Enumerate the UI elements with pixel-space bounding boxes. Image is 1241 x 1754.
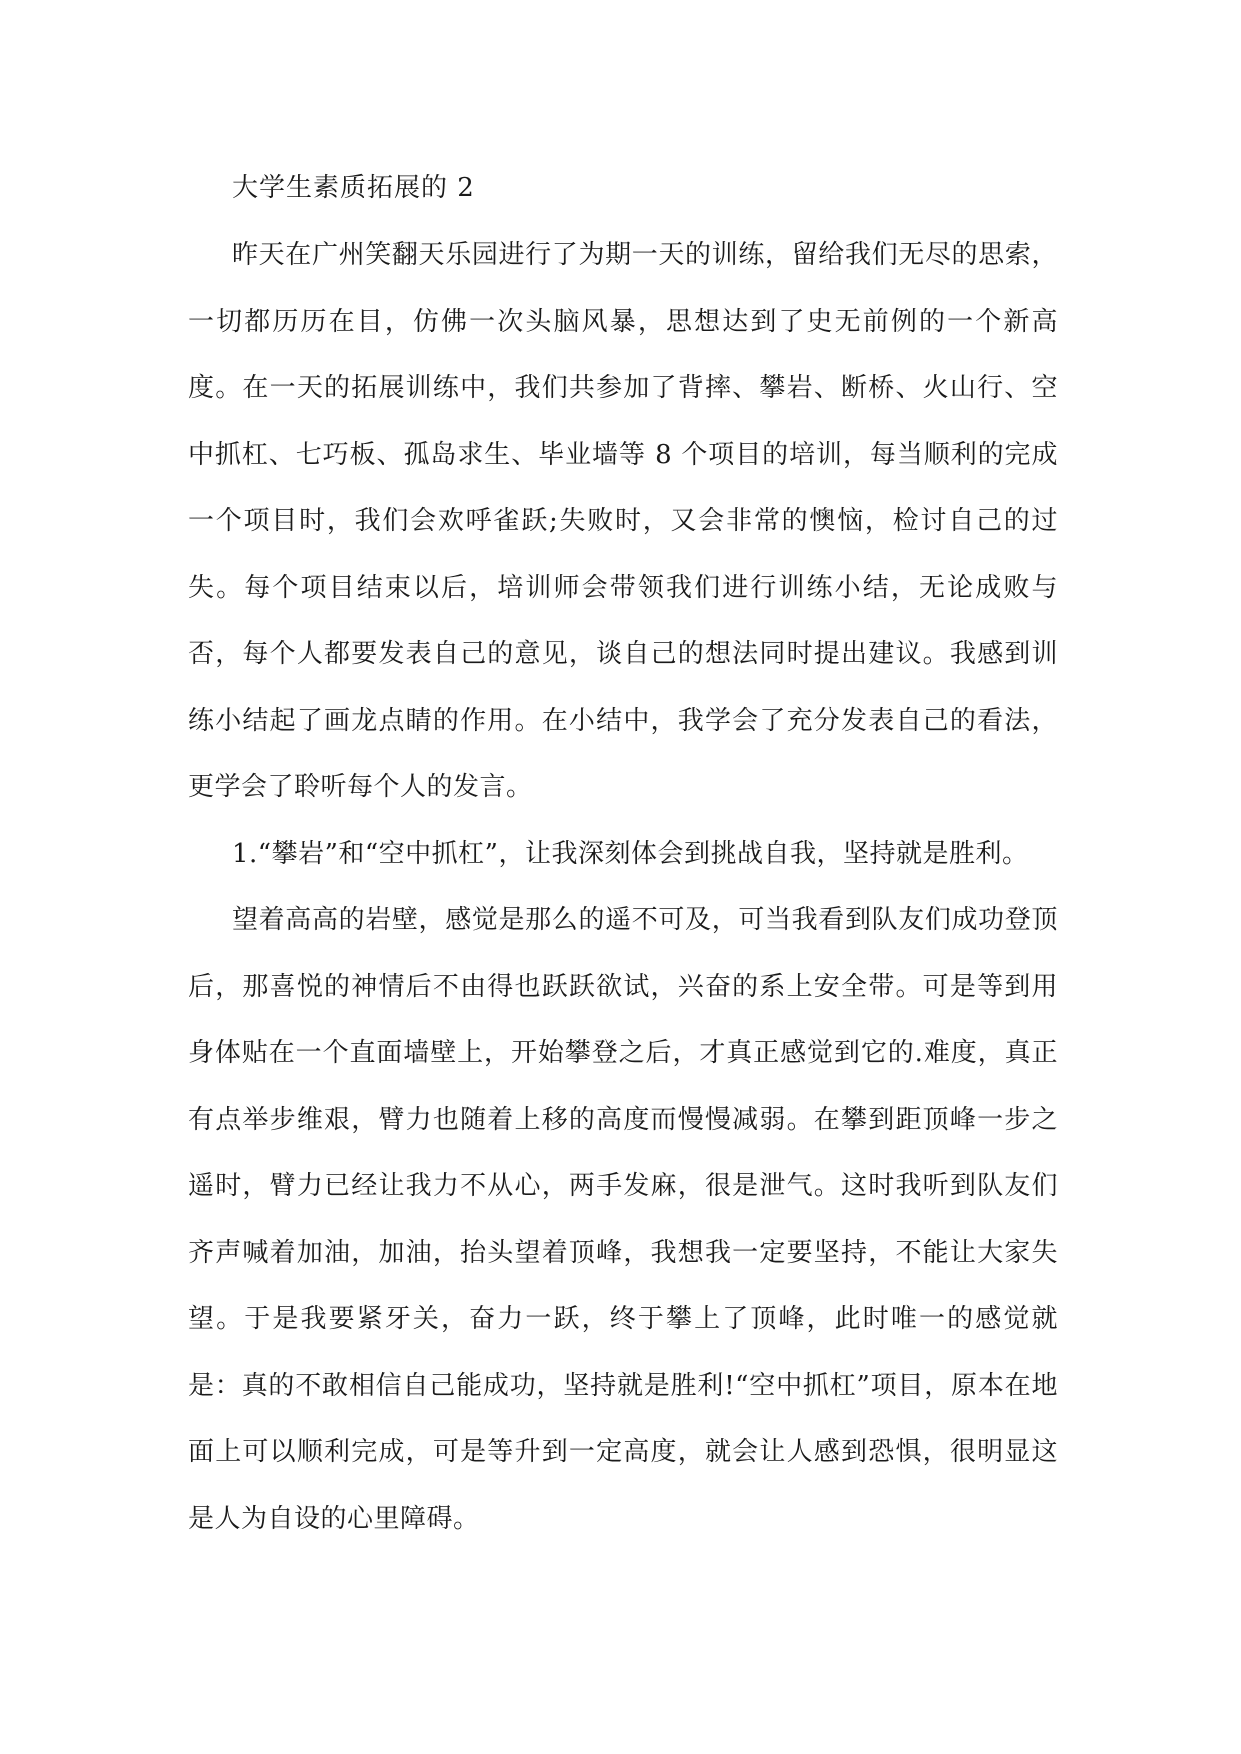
document-title: 大学生素质拓展的 2 (232, 173, 475, 203)
paragraph-climbing: 望着高高的岩壁，感觉是那么的遥不可及，可当我看到队友们成功登顶后，那喜悦的神情后不由得也跃跃欲试，兴奋的系上安全带。可是等到用身体贴在一个直面墙壁上，开始攀登之后，才真正感觉到它的.难度，真正有点举步维艰，臂力也随着上移的高度而慢慢减弱。在攀到距顶峰一步之遥时，臂力已经让我力不从心，两手发麻，很是泄气。这时我听到队友们齐声喊着加油，加油，抬头望着顶峰，我想我一定要坚持，不能让大家失望。于是我要紧牙关，奋力一跃，终于攀上了顶峰，此时唯一的感觉就是：真的不敢相信自己能成功，坚持就是胜利!“空中抓杠”项目，原本在地面上可以顺利完成，可是等升到一定高度，就会让人感到恐惧，很明显这是人为自设的心里障碍。 (188, 905, 1058, 1534)
paragraph-point-1: 1.“攀岩”和“空中抓杠”，让我深刻体会到挑战自我，坚持就是胜利。 (232, 838, 1029, 869)
document-body (188, 154, 1058, 1552)
paragraph-intro: 昨天在广州笑翻天乐园进行了为期一天的训练，留给我们无尽的思索，一切都历历在目，仿佛一次头脑风暴，思想达到了史无前例的一个新高度。在一天的拓展训练中，我们共参加了背摔、攀岩、断桥、火山行、空中抓杠、七巧板、孤岛求生、毕业墙等 8 个项目的培训，每当顺利的完成一个项目时，我们会欢呼雀跃;失败时，又会非常的懊恼，检讨自己的过失。每个项目结束以后，培训师会带领我们进行训练小结，无论成败与否，每个人都要发表自己的意见，谈自己的想法同时提出建议。我感到训练小结起了画龙点睛的作用。在小结中，我学会了充分发表自己的看法，更学会了聆听每个人的发言。 (188, 240, 1058, 802)
